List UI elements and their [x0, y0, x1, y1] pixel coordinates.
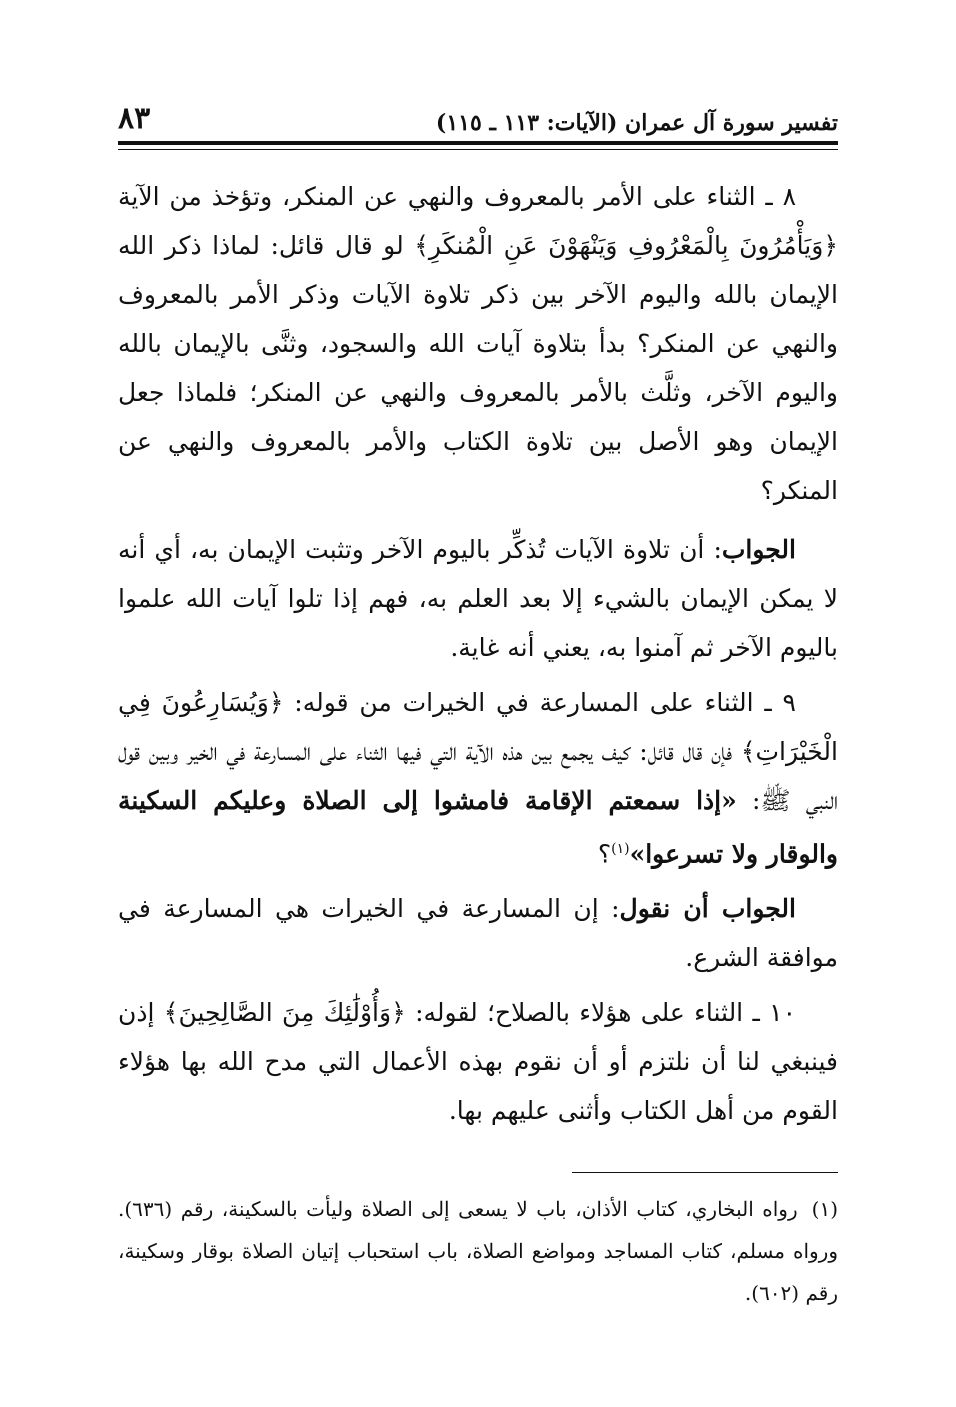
paragraph-9-mid: فإن قال قائل: كيف يجمع بين هذه الآية التي فيها الثناء على المسارعة في الخير وبين قول النبي ﷺ: — [118, 737, 838, 815]
paragraph-8-lead: ٨ ـ الثناء على الأمر بالمعروف والنهي عن المنكر، وتؤخذ من الآية — [118, 182, 796, 211]
paragraph-9-end: ؟ — [597, 839, 612, 869]
footnote-separator — [572, 1172, 838, 1173]
answer-9-text: : إن المسارعة في الخيرات هي المسارعة في موافقة الشرع. — [118, 894, 838, 973]
footnote-1 — [118, 1188, 838, 1314]
footnotes — [118, 1188, 838, 1314]
quran-verse: ﴿وَيَأْمُرُونَ بِالْمَعْرُوفِ وَيَنْهَوْنَ عَنِ الْمُنكَرِ﴾ — [414, 231, 838, 260]
paragraph-10-rest: إذن فينبغي لنا أن نلتزم أو أن نقوم بهذه الأعمال التي مدح الله بها هؤلاء القوم من أهل الكتاب وأثنى عليهم بها. — [118, 998, 838, 1126]
footnote-reference[interactable]: (١) — [611, 841, 630, 857]
header-title: تفسير سورة آل عمران (الآيات: ١١٣ ـ ١١٥) — [435, 110, 838, 136]
page-number: ٨٣ — [118, 101, 151, 136]
header-rule-thick — [118, 141, 838, 145]
footnote-text: رواه البخاري، كتاب الأذان، باب لا يسعى إلى الصلاة وليأت بالسكينة، رقم (٦٣٦). ورواه مسلم، كتاب المساجد ومواضع الصلاة، باب استحباب إتيان الصلاة بوقار وسكينة، رقم (٦٠٢). — [118, 1197, 838, 1305]
paragraph-10-lead: ١٠ ـ الثناء على هؤلاء بالصلاح؛ لقوله: — [405, 998, 797, 1028]
paragraph-9 — [118, 678, 838, 878]
paragraph-8-rest: لو قال قائل: لماذا ذكر الله الإيمان بالله واليوم الآخر بين ذكر تلاوة الآيات وذكر الأمر بالمعروف والنهي عن المنكر؟ بدأ بتلاوة آيات الله والسجود، وثنَّى بالإيمان بالله واليوم الآخر، وثلَّث بالأمر بالمعروف والنهي عن المنكر؛ فلماذا جعل الإيمان وهو الأصل بين تلاوة الكتاب والأمر بالمعروف والنهي عن المنكر؟ — [118, 231, 838, 505]
answer-8 — [118, 525, 838, 672]
footnote-mark: (١) — [811, 1197, 838, 1221]
quran-verse: ﴿وَأُوْلَٰئِكَ مِنَ الصَّالِحِينَ﴾ — [163, 998, 406, 1028]
quran-verse: ﴿وَيُسَارِعُونَ فِي الْخَيْرَاتِ﴾ — [118, 688, 838, 766]
header-rule-thin — [118, 149, 838, 150]
answer-label: الجواب — [721, 535, 796, 564]
answer-label: الجواب أن نقول — [619, 894, 796, 924]
body-text — [118, 172, 838, 1141]
running-header — [118, 92, 838, 136]
answer-9 — [118, 884, 838, 982]
paragraph-9-lead: ٩ ـ الثناء على المسارعة في الخيرات من قوله: — [283, 688, 796, 717]
answer-8-text: : أن تلاوة الآيات تُذكِّر باليوم الآخر وتثبت الإيمان به، أي أنه لا يمكن الإيمان بالشيء إلا بعد العلم به، فهم إذا تلوا آيات الله علموا باليوم الآخر ثم آمنوا به، يعني أنه غاية. — [118, 535, 838, 662]
paragraph-10 — [118, 988, 838, 1135]
paragraph-8 — [118, 172, 838, 515]
hadith-quote: «إذا سمعتم الإقامة فامشوا إلى الصلاة وعليكم السكينة والوقار ولا تسرعوا» — [118, 786, 838, 869]
